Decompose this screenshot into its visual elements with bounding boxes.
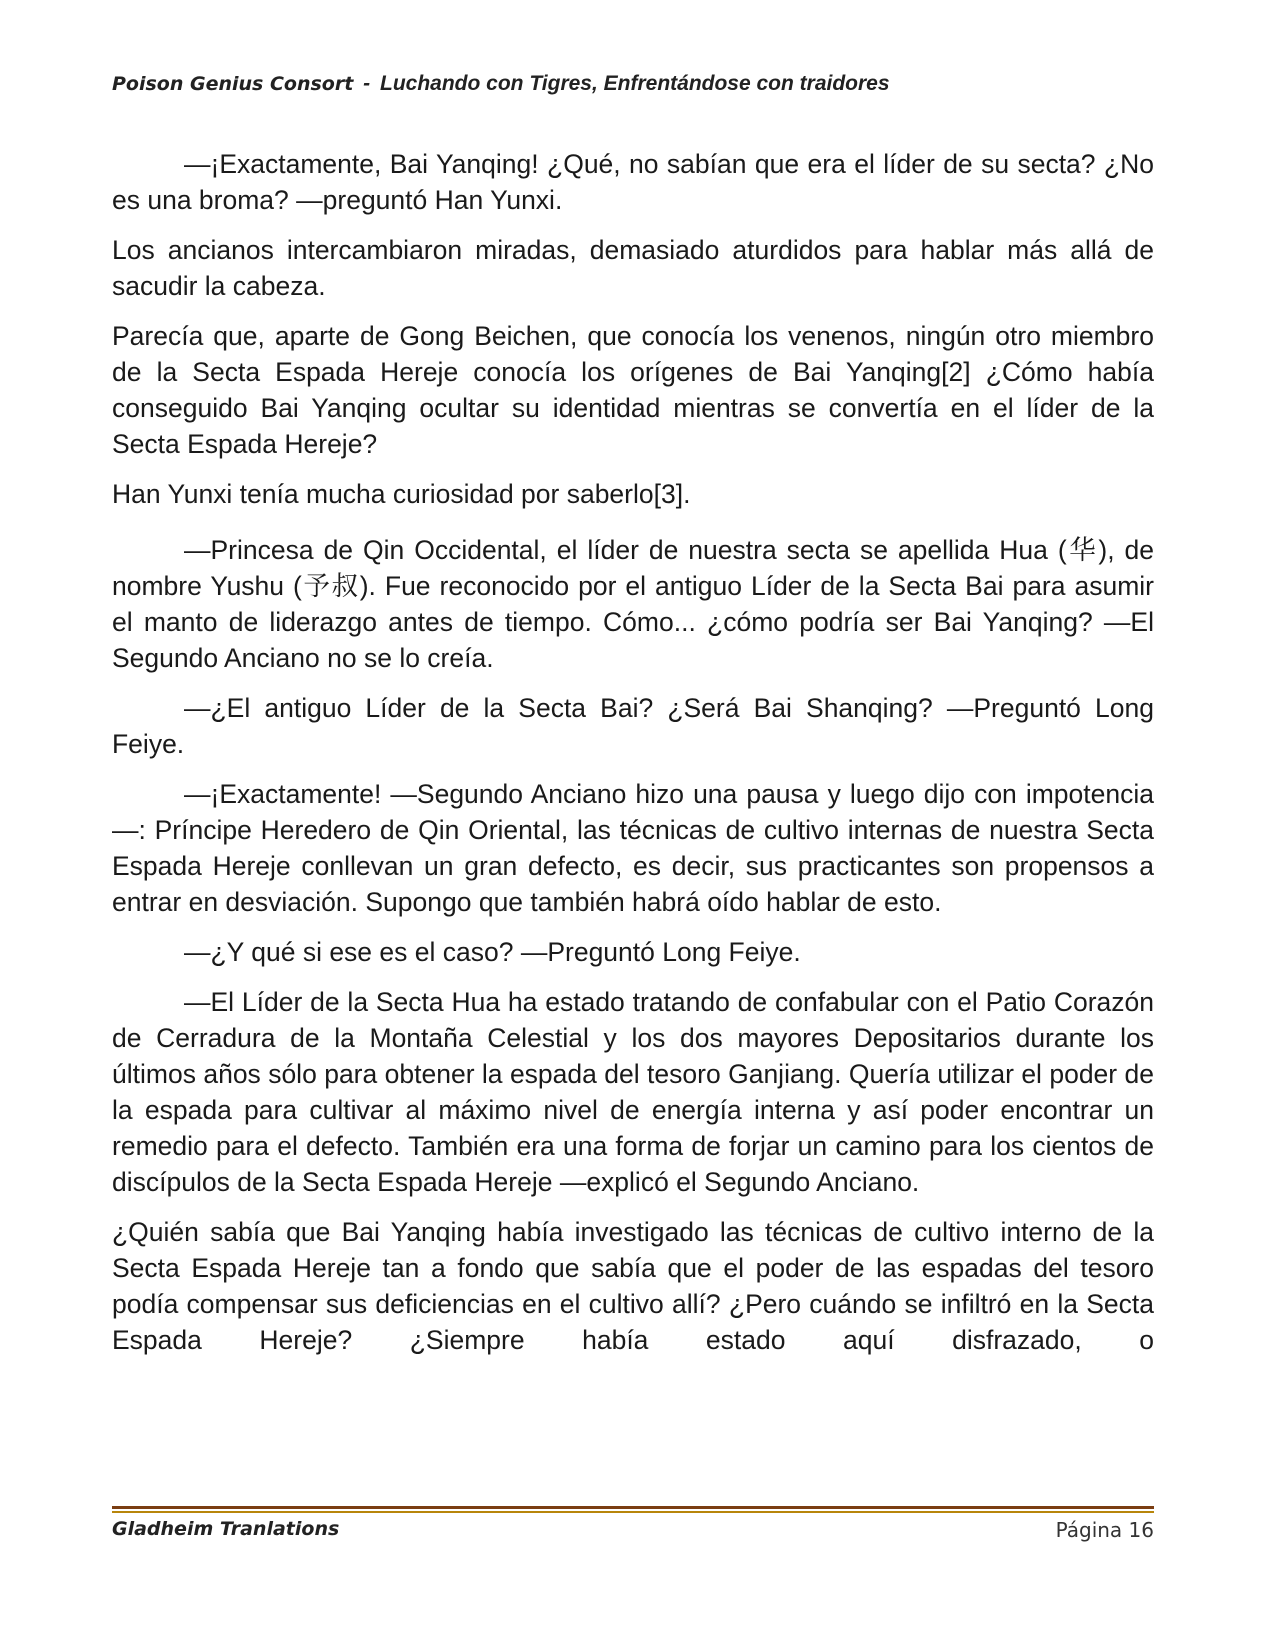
book-title: Poison Genius Consort	[112, 73, 354, 95]
paragraph: ¿Quién sabía que Bai Yanqing había investigado las técnicas de cultivo interno de la Secta Espada Hereje tan a fondo que sabía que el poder de las espadas del tesoro podía compensar sus deficiencias en el cultivo allí? ¿Pero cuándo se infiltró en la Secta Espada Hereje? ¿Siempre había estado aquí disfrazado, o	[112, 1217, 1154, 1355]
footer-divider	[112, 1506, 1154, 1513]
page-body	[112, 146, 1154, 1372]
paragraph: —¿Y qué si ese es el caso? —Preguntó Long Feiye.	[184, 937, 801, 967]
paragraph: —El Líder de la Secta Hua ha estado tratando de confabular con el Patio Corazón de Cerradura de la Montaña Celestial y los dos mayores Depositarios durante los últimos años sólo para obtener la espada del tesoro Ganjiang. Quería utilizar el poder de la espada para cultivar al máximo nivel de energía interna y así poder encontrar un remedio para el defecto. También era una forma de forjar un camino para los cientos de discípulos de la Secta Espada Hereje —explicó el Segundo Anciano.	[112, 987, 1154, 1197]
paragraph: —¡Exactamente, Bai Yanqing! ¿Qué, no sabían que era el líder de su secta? ¿No es una broma? —preguntó Han Yunxi.	[112, 149, 1154, 215]
page-header	[112, 72, 890, 96]
publisher-name: Gladheim Tranlations	[112, 1518, 340, 1540]
paragraph: —Princesa de Qin Occidental, el líder de nuestra secta se apellida Hua (华), de nombre Yushu (予叔). Fue reconocido por el antiguo Líder de la Secta Bai para asumir el manto de liderazgo antes de tiempo. Cómo... ¿cómo podría ser Bai Yanqing? —El Segundo Anciano no se lo creía.	[112, 535, 1154, 673]
chapter-title: Luchando con Tigres, Enfrentándose con traidores	[380, 72, 890, 95]
paragraph: Parecía que, aparte de Gong Beichen, que conocía los venenos, ningún otro miembro de la Secta Espada Hereje conocía los orígenes de Bai Yanqing[2] ¿Cómo había conseguido Bai Yanqing ocultar su identidad mientras se convertía en el líder de la Secta Espada Hereje?	[112, 321, 1154, 459]
paragraph: Los ancianos intercambiaron miradas, demasiado aturdidos para hablar más allá de sacudir la cabeza.	[112, 235, 1154, 301]
header-separator: -	[363, 72, 371, 95]
paragraph: Han Yunxi tenía mucha curiosidad por saberlo[3].	[112, 479, 691, 509]
paragraph: —¿El antiguo Líder de la Secta Bai? ¿Será Bai Shanqing? —Preguntó Long Feiye.	[112, 693, 1154, 759]
paragraph: —¡Exactamente! —Segundo Anciano hizo una pausa y luego dijo con impotencia—: Príncipe Heredero de Qin Oriental, las técnicas de cultivo internas de nuestra Secta Espada Hereje conllevan un gran defecto, es decir, sus practicantes son propensos a entrar en desviación. Supongo que también habrá oído hablar de esto.	[112, 779, 1154, 917]
page-number: Página 16	[1055, 1518, 1154, 1542]
